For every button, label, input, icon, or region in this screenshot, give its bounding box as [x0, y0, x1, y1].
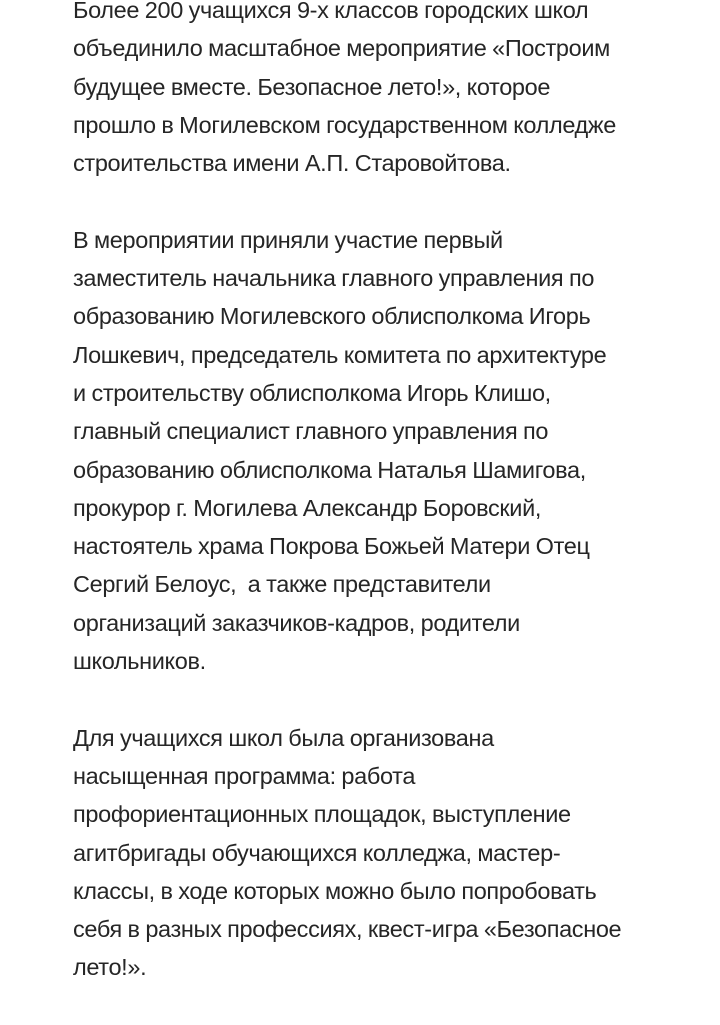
text-line: Лошкевич, председатель комитета по архитектуре — [73, 341, 607, 368]
text-line: будущее вместе. Безопасное лето!», которое — [73, 73, 551, 100]
text-line: образованию Могилевского облисполкома Игорь — [73, 303, 591, 330]
text-line: Сергий Белоус, а также представители — [73, 571, 491, 598]
text-line: настоятель храма Покрова Божьей Матери Отец — [73, 533, 590, 560]
text-line: организаций заказчиков-кадров, родители — [73, 609, 520, 636]
text-line: Для учащихся школ была организована — [73, 724, 494, 751]
text-line: себя в разных профессиях, квест-игра «Безопасное — [73, 916, 622, 943]
article-paragraph-1 — [73, 0, 673, 182]
text-line: главный специалист главного управления по — [73, 418, 549, 445]
article-paragraph-2 — [73, 221, 673, 681]
text-line: школьников. — [73, 648, 206, 675]
text-line: агитбригады обучающихся колледжа, мастер- — [73, 839, 561, 866]
text-line: В мероприятии приняли участие первый — [73, 226, 503, 253]
text-line: строительства имени А.П. Старовойтова. — [73, 150, 511, 177]
text-line: Более 200 учащихся 9-х классов городских школ — [73, 0, 589, 23]
text-line: образованию облисполкома Наталья Шамигова, — [73, 456, 586, 483]
text-line: прокурор г. Могилева Александр Боровский, — [73, 494, 542, 521]
text-line: насыщенная программа: работа — [73, 762, 416, 789]
article-paragraph-3 — [73, 719, 673, 987]
text-line: и строительству облисполкома Игорь Клишо, — [73, 379, 551, 406]
text-line: прошло в Могилевском государственном колледже — [73, 111, 617, 138]
text-line: заместитель начальника главного управления по — [73, 265, 595, 292]
text-line: классы, в ходе которых можно было попробовать — [73, 877, 597, 904]
text-line: лето!». — [73, 954, 147, 981]
text-line: профориентационных площадок, выступление — [73, 801, 571, 828]
text-line: объединило масштабное мероприятие «Построим — [73, 35, 610, 62]
article-body — [73, 0, 673, 1025]
